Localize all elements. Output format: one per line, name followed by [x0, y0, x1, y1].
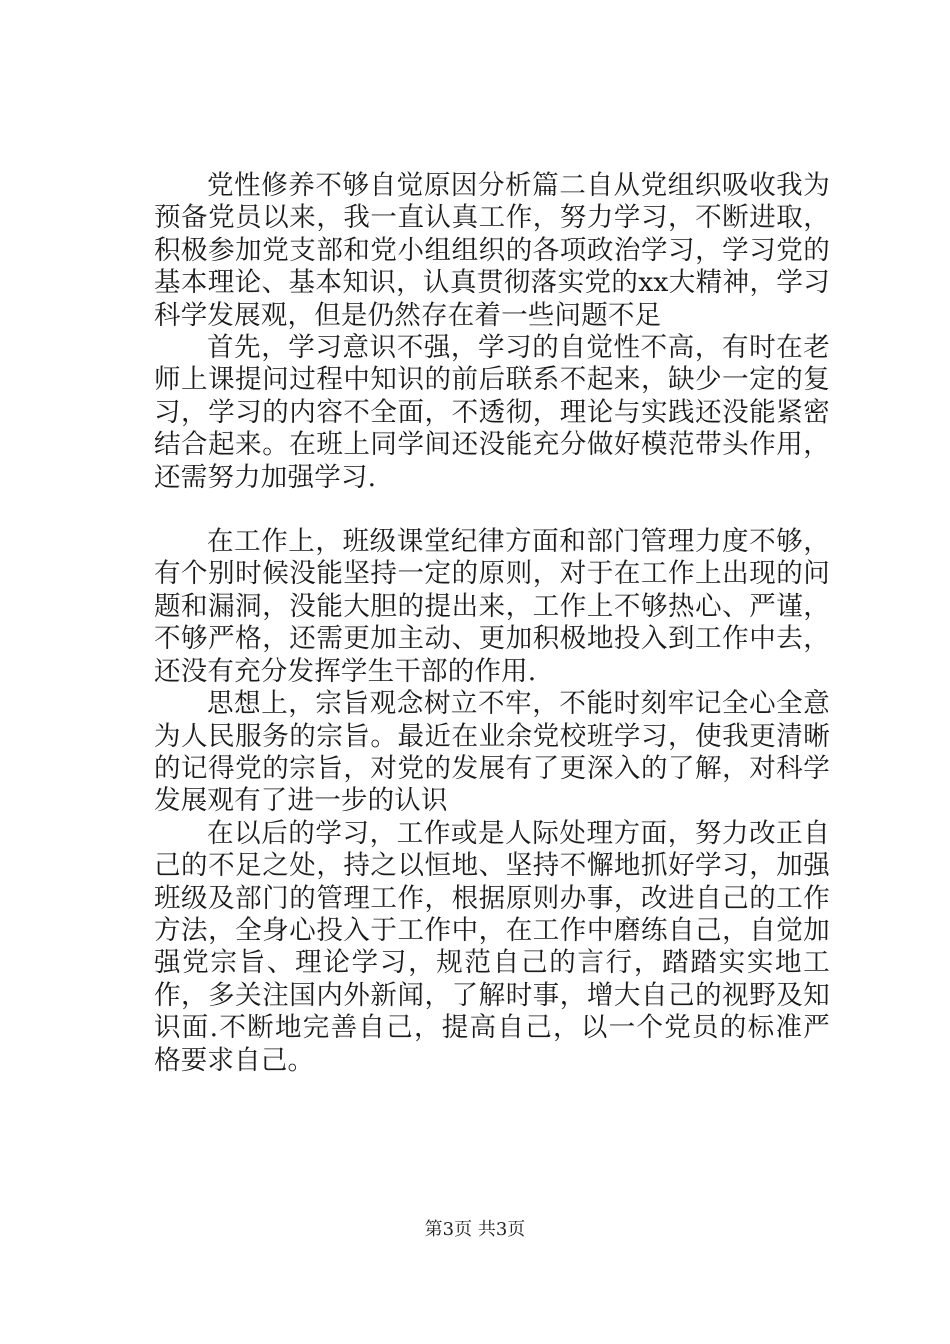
- paragraph-1: 党性修养不够自觉原因分析篇二自从党组织吸收我为预备党员以来，我一直认真工作，努力学习，不断进取，积极参加党支部和党小组组织的各项政治学习，学习党的基本理论、基本知识，认真贯彻落实党的xx大精神，学习科学发展观，但是仍然存在着一些问题不足: [154, 170, 830, 331]
- document-body: [154, 170, 830, 1077]
- paragraph-5: 在以后的学习，工作或是人际处理方面，努力改正自己的不足之处，持之以恒地、坚持不懈地抓好学习，加强班级及部门的管理工作，根据原则办事，改进自己的工作方法，全身心投入于工作中，在工作中磨练自己，自觉加强党宗旨、理论学习，规范自己的言行，踏踏实实地工作，多关注国内外新闻，了解时事，增大自己的视野及知识面.不断地完善自己，提高自己，以一个党员的标准严格要求自己。: [154, 817, 830, 1076]
- paragraph-3: 在工作上，班级课堂纪律方面和部门管理力度不够，有个别时候没能坚持一定的原则，对于在工作上出现的问题和漏洞，没能大胆的提出来，工作上不够热心、严谨，不够严格，还需更加主动、更加积极地投入到工作中去，还没有充分发挥学生干部的作用.: [154, 526, 830, 687]
- paragraph-4: 思想上，宗旨观念树立不牢，不能时刻牢记全心全意为人民服务的宗旨。最近在业余党校班学习，使我更清晰的记得党的宗旨，对党的发展有了更深入的了解，对科学发展观有了进一步的认识: [154, 688, 830, 817]
- paragraph-2: 首先，学习意识不强，学习的自觉性不高，有时在老师上课提问过程中知识的前后联系不起来，缺少一定的复习，学习的内容不全面，不透彻，理论与实践还没能紧密结合起来。在班上同学间还没能充分做好模范带头作用，还需努力加强学习.: [154, 332, 830, 493]
- page-number-footer: 第3页 共3页: [424, 1219, 526, 1240]
